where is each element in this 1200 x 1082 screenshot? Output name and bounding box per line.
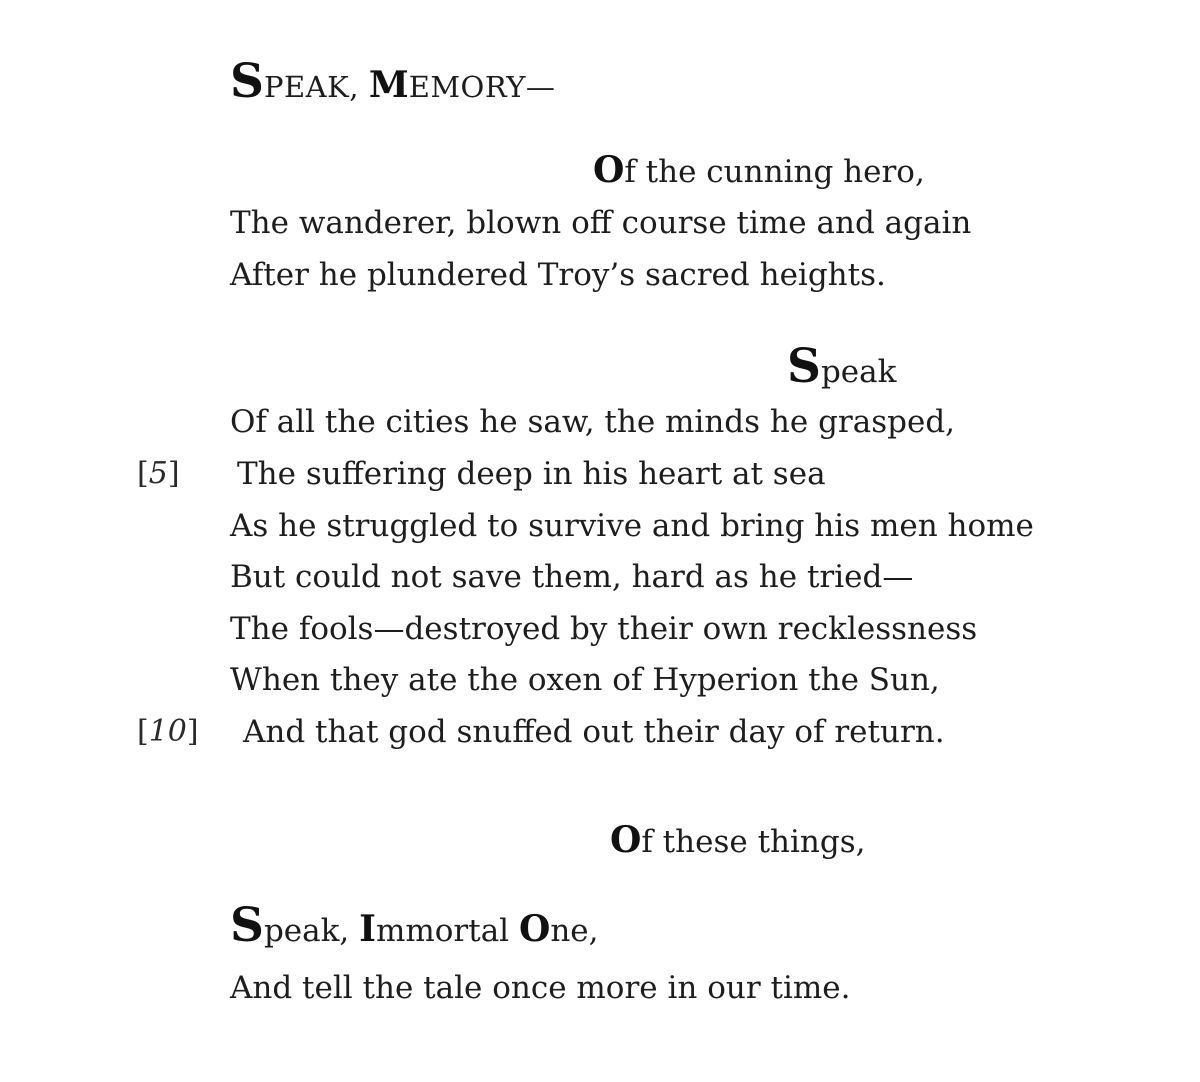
verse-text: mmortal bbox=[375, 913, 510, 949]
drop-cap: S bbox=[230, 898, 264, 953]
verse-line bbox=[610, 820, 865, 862]
verse-line bbox=[230, 898, 599, 953]
verse-text: f the cunning hero, bbox=[624, 154, 925, 190]
drop-cap: M bbox=[368, 64, 409, 106]
verse-text: peak, bbox=[263, 913, 350, 949]
drop-cap: O bbox=[610, 819, 642, 861]
verse-text: f these things, bbox=[641, 824, 866, 860]
line-number-value: 5 bbox=[148, 456, 168, 491]
drop-cap: I bbox=[359, 908, 376, 950]
verse-line: The suffering deep in his heart at sea bbox=[237, 456, 826, 492]
verse-line: As he struggled to survive and bring his men home bbox=[230, 508, 1034, 544]
verse-line: And that god snuffed out their day of return. bbox=[243, 714, 945, 750]
verse-line: The wanderer, blown off course time and again bbox=[230, 205, 972, 241]
verse-line bbox=[787, 339, 897, 394]
title-text: EMORY— bbox=[408, 70, 556, 104]
line-number: [10] bbox=[137, 714, 199, 749]
verse-line: After he plundered Troy’s sacred heights. bbox=[230, 257, 886, 293]
verse-line: But could not save them, hard as he tried— bbox=[230, 559, 914, 595]
verse-line bbox=[593, 150, 925, 192]
verse-text: peak bbox=[820, 354, 897, 390]
line-number-value: 10 bbox=[148, 714, 187, 749]
verse-line: The fools—destroyed by their own recklessness bbox=[230, 611, 978, 647]
drop-cap: S bbox=[787, 339, 821, 394]
drop-cap: O bbox=[518, 908, 551, 950]
drop-cap: O bbox=[593, 149, 625, 191]
verse-text: ne, bbox=[550, 913, 599, 949]
verse-line: When they ate the oxen of Hyperion the Sun, bbox=[230, 662, 940, 698]
drop-cap: S bbox=[230, 54, 264, 109]
poem-title bbox=[230, 54, 556, 109]
line-number: [5] bbox=[137, 456, 180, 491]
verse-line: And tell the tale once more in our time. bbox=[230, 970, 851, 1006]
verse-line: Of all the cities he saw, the minds he grasped, bbox=[230, 404, 956, 440]
title-text: PEAK, bbox=[263, 70, 359, 104]
